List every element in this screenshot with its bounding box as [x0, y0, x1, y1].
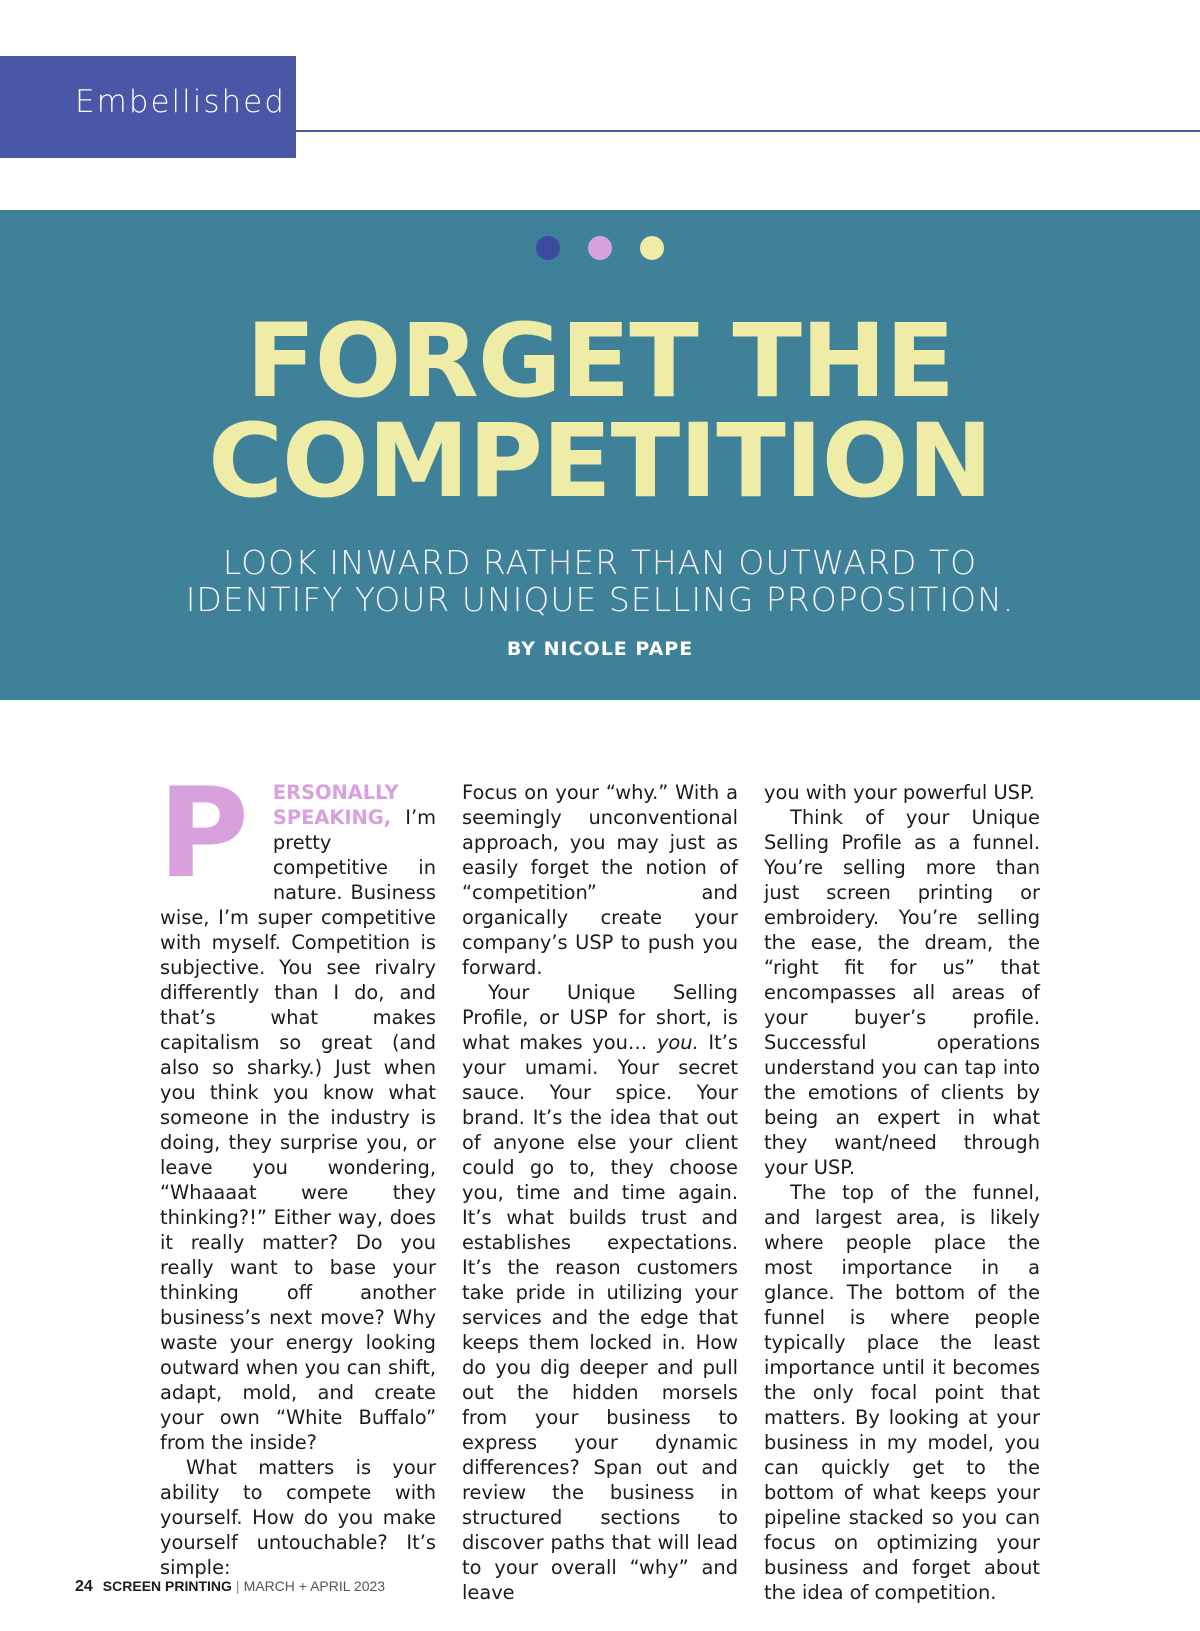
dek-line-2: IDENTIFY YOUR UNIQUE SELLING PROPOSITION. — [185, 580, 1015, 619]
article-dek — [0, 544, 1200, 618]
footer-separator: | — [235, 1578, 240, 1594]
dek-line-1: LOOK INWARD RATHER THAN OUTWARD TO — [222, 543, 978, 582]
paragraph: What matters is your ability to compete with yourself. How do you make yourself untouchable? It’s simple: — [160, 1456, 436, 1579]
article-column-1 — [158, 762, 436, 1580]
paragraph: Focus on your “why.” With a seemingly unconventional approach, you may just as easily forget the notion of “competition” and organically create your company’s USP to push you forward. — [462, 781, 738, 979]
article-headline — [0, 302, 1200, 521]
paragraph — [462, 980, 738, 1605]
paragraph-text: It’s your umami. Your secret sauce. Your spice. Your brand. It’s the idea that out of anyone else your client could go to, they choose you, time and time again. It’s what builds trust and establishes expectations. It’s the reason customers take pride in utilizing your services and the edge that keeps them locked in. How do you dig deeper and pull out the hidden morsels from your business to express your dynamic differences? Span out and review the business in structured sections to discover paths that will lead to your overall “why” and leave — [462, 1031, 738, 1604]
headline-line-2: COMPETITION — [208, 402, 992, 521]
publication-name: SCREEN PRINTING — [102, 1578, 232, 1594]
section-rule — [75, 130, 1200, 132]
article-column-2 — [462, 780, 738, 1605]
paragraph-text: Your Unique Selling Profile, or USP for short, is what makes you… — [462, 981, 738, 1054]
decorative-dot-icon — [640, 236, 664, 260]
paragraph: Think of your Unique Selling Profile as a funnel. You’re selling more than just screen printing or embroidery. You’re selling the ease, the dream, the “right fit for us” that encompasses all areas of your buyer’s profile. Successful operations understand you can tap into the emotions of clients by being an expert in what they want/need through your USP. — [764, 806, 1040, 1179]
issue-date: MARCH + APRIL 2023 — [243, 1578, 386, 1594]
paragraph: you with your powerful USP. — [764, 781, 1035, 804]
decorative-dot-icon — [588, 236, 612, 260]
paragraph: The top of the funnel, and largest area, is likely where people place the most importance in a glance. The bottom of the funnel is where people typically place the least importance until it becomes the only focal point that matters. By looking at your business in my model, you can quickly get to the bottom of what keeps your pipeline stacked so you can focus on optimizing your business and forget about the idea of competition. — [764, 1181, 1040, 1604]
page-footer — [75, 1578, 385, 1596]
emphasis: you. — [656, 1031, 699, 1054]
drop-cap: P — [158, 762, 249, 906]
headline-line-1: FORGET THE — [245, 302, 955, 421]
lead-in: ERSONALLY SPEAKING, — [272, 781, 399, 829]
page-number: 24 — [75, 1578, 93, 1595]
article-column-3 — [764, 780, 1040, 1605]
section-label: Embellished — [75, 84, 286, 120]
decorative-dot-icon — [536, 236, 560, 260]
byline: BY NICOLE PAPE — [506, 638, 694, 660]
paragraph-text: I’m pretty competitive in nature. Business wise, I’m super competitive with myself. Competition is subjective. You see rivalry differently than I do, and that’s what makes capitalism so great (and also so sharky.) Just when you think you know what someone in the industry is doing, they surprise you, or leave you wondering, “Whaaaat were they thinking?!” Either way, does it really matter? Do you really want to base your thinking off another business’s next move? Why waste your energy looking outward when you can shift, adapt, mold, and create your own “White Buffalo” from the inside? — [160, 806, 436, 1454]
paragraph — [158, 762, 436, 1455]
